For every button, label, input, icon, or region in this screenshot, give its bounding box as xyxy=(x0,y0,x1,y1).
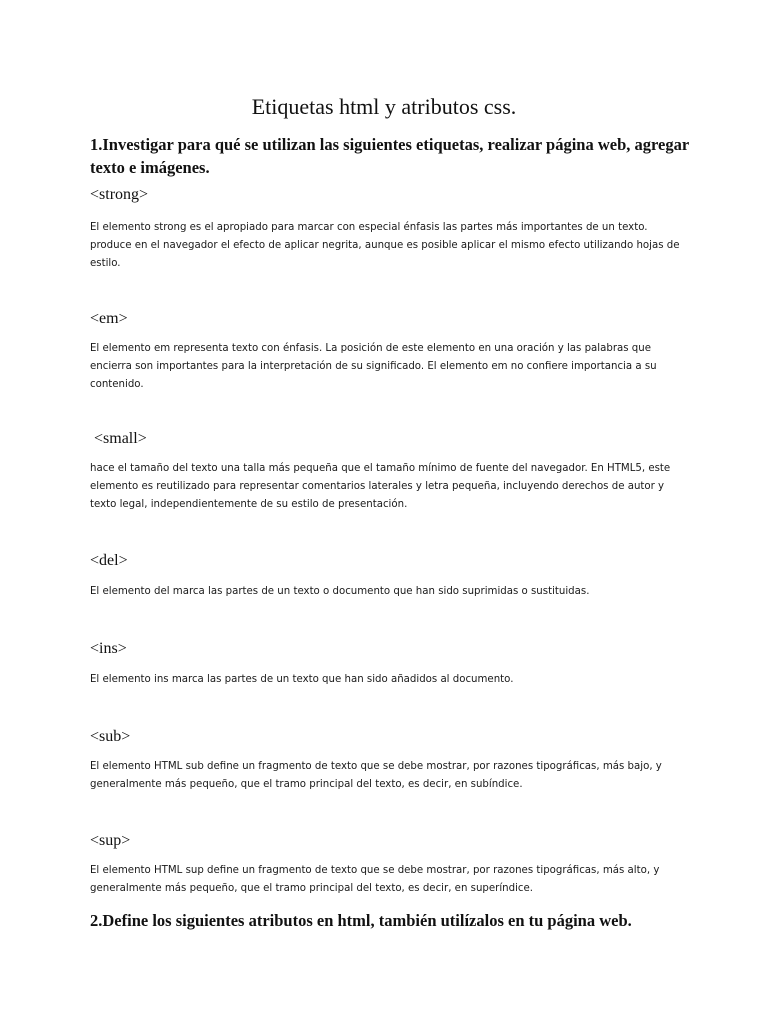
tag-small-description: hace el tamaño del texto una talla más pequeña que el tamaño mínimo de fuente del navegador. En HTML5, este elemento es reutilizado para representar comentarios laterales y letra pequeña, incluyendo derechos de autor y texto legal, independientemente de su estilo de presentación. xyxy=(90,463,671,510)
tag-small-label: <small> xyxy=(94,430,147,447)
tag-em-label: <em> xyxy=(90,310,128,327)
tag-strong-label: <strong> xyxy=(90,186,149,203)
section-heading-1: 1.Investigar para qué se utilizan las siguientes etiquetas, realizar página web, agregar texto e imágenes. xyxy=(90,135,689,177)
tag-sub-description: El elemento HTML sub define un fragmento de texto que se debe mostrar, por razones tipográficas, más bajo, y generalmente más pequeño, que el tramo principal del texto, es decir, en subíndice. xyxy=(90,761,662,790)
section-heading-2: 2.Define los siguientes atributos en html, también utilízalos en tu página web. xyxy=(90,911,632,930)
tag-em-description: El elemento em representa texto con énfasis. La posición de este elemento en una oración y las palabras que encierra son importantes para la interpretación de su significado. El elemento em no confiere importancia a su contenido. xyxy=(90,343,657,390)
tag-ins-description: El elemento ins marca las partes de un texto que han sido añadidos al documento. xyxy=(90,674,514,685)
tag-del-label: <del> xyxy=(90,552,128,569)
tag-sup-description: El elemento HTML sup define un fragmento de texto que se debe mostrar, por razones tipográficas, más alto, y generalmente más pequeño, que el tramo principal del texto, es decir, en superíndice. xyxy=(90,865,660,894)
document-title: Etiquetas html y atributos css. xyxy=(251,94,517,119)
tag-ins-label: <ins> xyxy=(90,640,127,657)
tag-strong-description: El elemento strong es el apropiado para marcar con especial énfasis las partes más importantes de un texto. produce en el navegador el efecto de aplicar negrita, aunque es posible aplicar el mismo efecto utilizando hojas de estilo. xyxy=(90,222,680,269)
tag-del-description: El elemento del marca las partes de un texto o documento que han sido suprimidas o sustituidas. xyxy=(90,586,590,597)
tag-sup-label: <sup> xyxy=(90,832,131,849)
tag-sub-label: <sub> xyxy=(90,728,131,745)
